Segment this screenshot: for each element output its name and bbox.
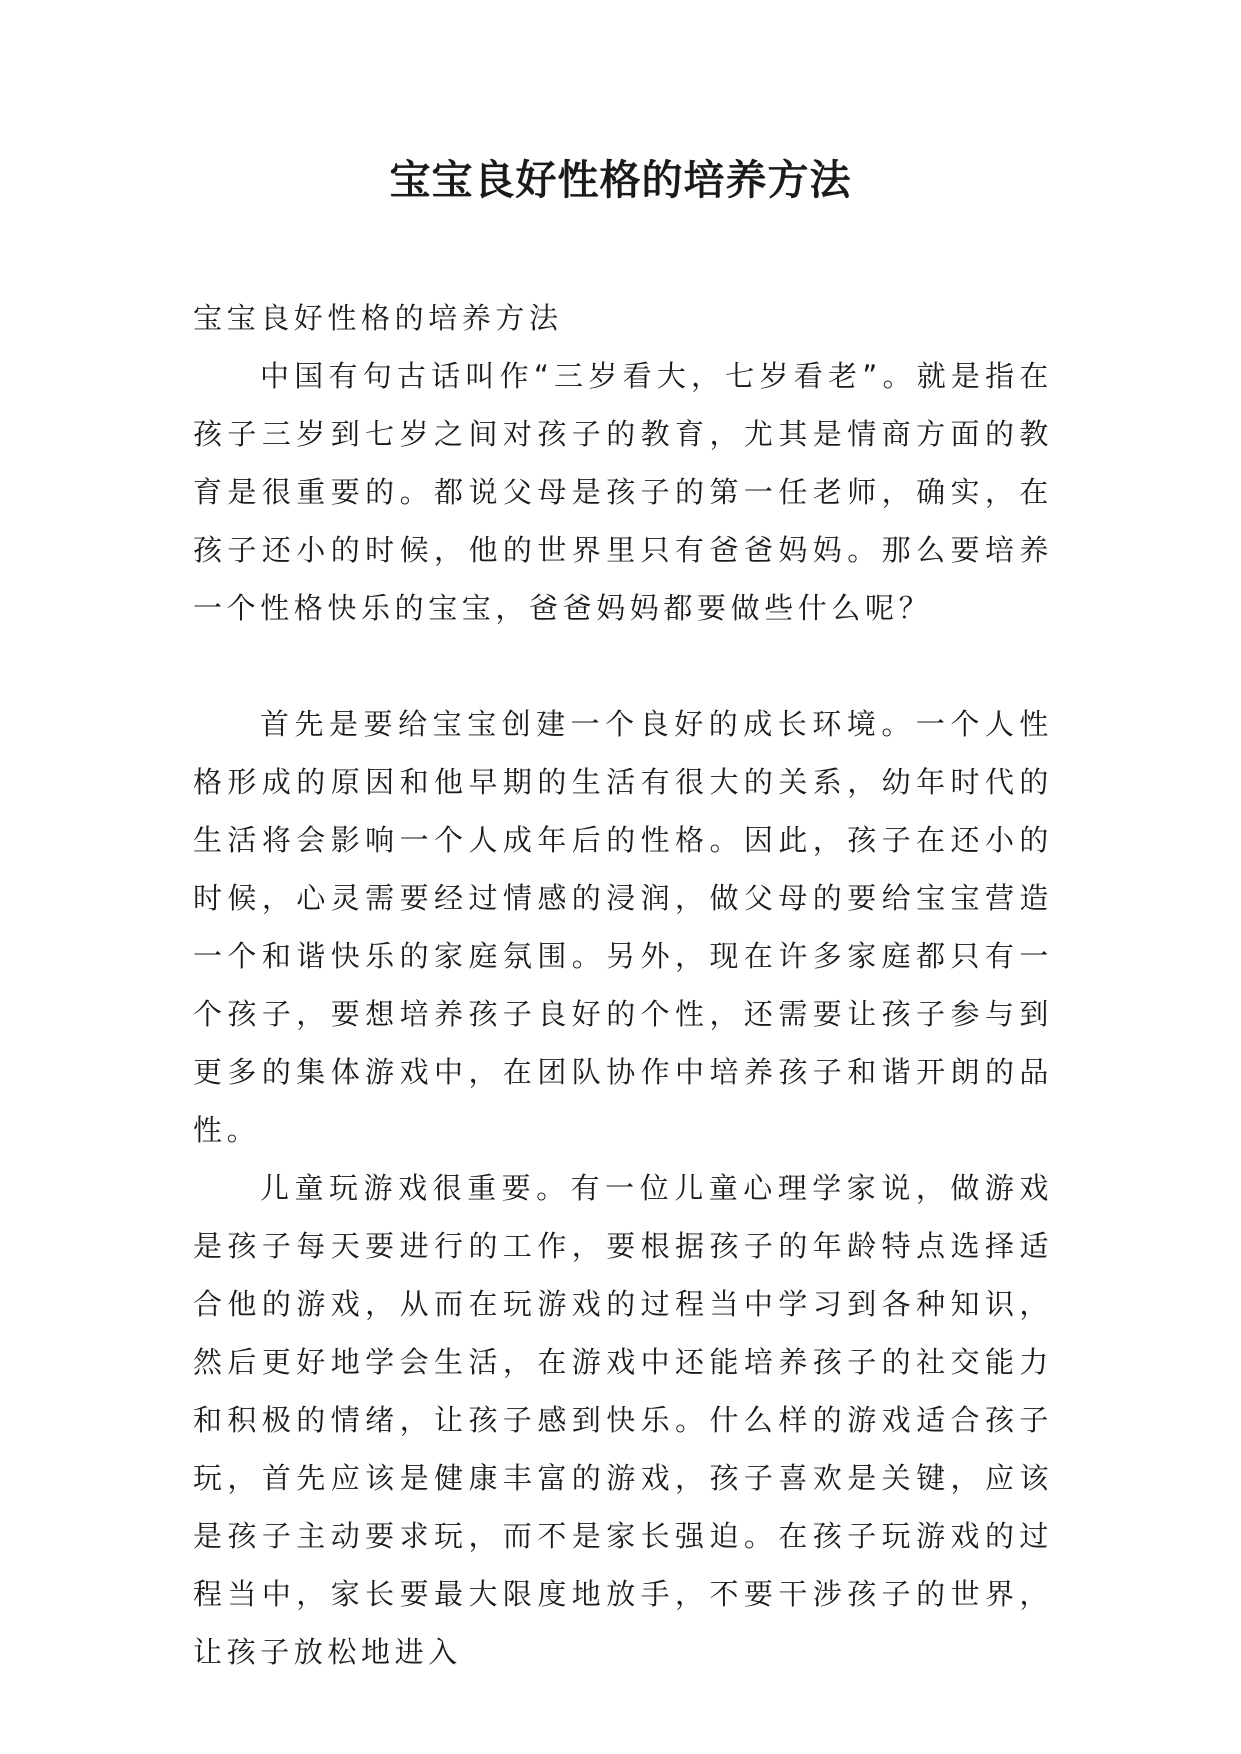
document-body <box>193 289 1053 1681</box>
paragraph-environment: 首先是要给宝宝创建一个良好的成长环境。一个人性格形成的原因和他早期的生活有很大的关系，幼年时代的生活将会影响一个人成年后的性格。因此，孩子在还小的时候，心灵需要经过情感的浸润，做父母的要给宝宝营造一个和谐快乐的家庭氛围。另外，现在许多家庭都只有一个孩子，要想培养孩子良好的个性，还需要让孩子参与到更多的集体游戏中，在团队协作中培养孩子和谐开朗的品性。 <box>193 707 1053 1147</box>
document-subtitle: 宝宝良好性格的培养方法 <box>193 301 563 335</box>
paragraph-games: 儿童玩游戏很重要。有一位儿童心理学家说，做游戏是孩子每天要进行的工作，要根据孩子的年龄特点选择适合他的游戏，从而在玩游戏的过程当中学习到各种知识，然后更好地学会生活，在游戏中还能培养孩子的社交能力和积极的情绪，让孩子感到快乐。什么样的游戏适合孩子玩，首先应该是健康丰富的游戏，孩子喜欢是关键，应该是孩子主动要求玩，而不是家长强迫。在孩子玩游戏的过程当中，家长要最大限度地放手，不要干涉孩子的世界，让孩子放松地进入 <box>193 1171 1053 1669</box>
paragraph-intro: 中国有句古话叫作“三岁看大，七岁看老”。就是指在孩子三岁到七岁之间对孩子的教育，尤其是情商方面的教育是很重要的。都说父母是孩子的第一任老师，确实，在孩子还小的时候，他的世界里只有爸爸妈妈。那么要培养一个性格快乐的宝宝，爸爸妈妈都要做些什么呢？ <box>193 359 1053 625</box>
paragraph-spacer <box>193 637 1053 695</box>
document-title: 宝宝良好性格的培养方法 <box>389 156 852 204</box>
